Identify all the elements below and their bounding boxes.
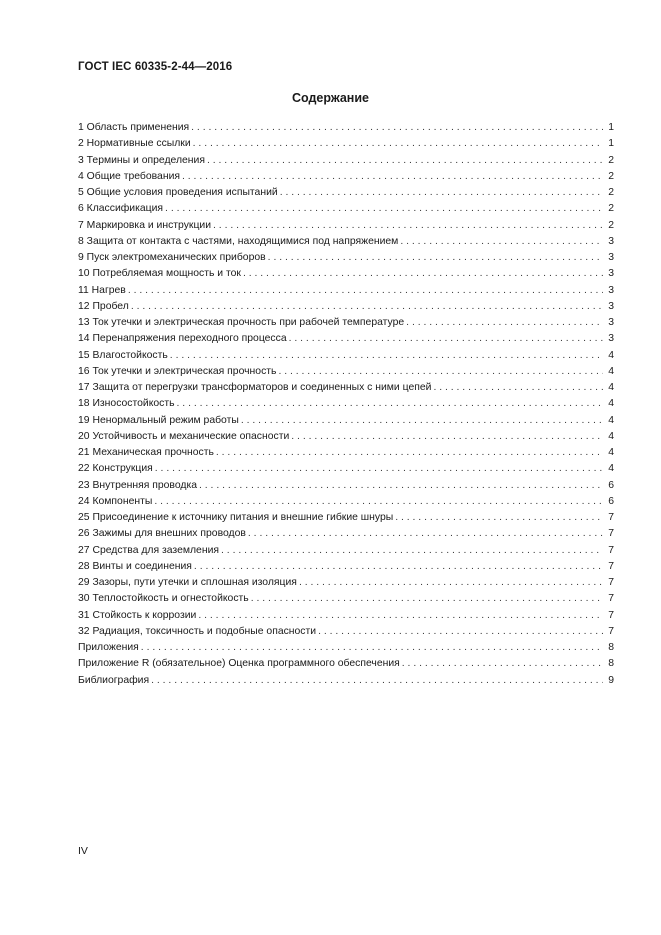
toc-dot-leader (213, 218, 603, 234)
toc-dot-leader (400, 234, 603, 250)
toc-dot-leader (402, 656, 603, 672)
document-code: ГОСТ IEC 60335-2-44—2016 (78, 61, 233, 73)
toc-dot-leader (280, 185, 603, 201)
toc-dot-leader (243, 266, 603, 282)
toc-entry-label: 25 Присоединение к источнику питания и внешние гибкие шнуры (78, 512, 394, 523)
toc-entry-label: 32 Радиация, токсичность и подобные опасности (78, 625, 317, 637)
toc-entry[interactable] (78, 640, 614, 656)
toc-entry[interactable] (78, 218, 614, 234)
toc-entry-page: 2 (608, 219, 614, 231)
toc-entry[interactable] (78, 169, 614, 185)
toc-entry[interactable] (78, 494, 614, 510)
toc-dot-leader (216, 445, 603, 461)
table-of-contents (78, 120, 614, 689)
toc-dot-leader (207, 153, 603, 169)
toc-entry-page: 2 (608, 187, 614, 198)
toc-entry-label: 8 Защита от контакта с частями, находящимися под напряжением (78, 235, 399, 247)
toc-dot-leader (194, 559, 603, 575)
toc-entry[interactable] (78, 624, 614, 640)
toc-entry[interactable] (78, 283, 614, 299)
toc-entry-label: 21 Механическая прочность (78, 447, 214, 458)
toc-entry-label: 19 Ненормальный режим работы (78, 414, 239, 426)
toc-entry-page: 3 (608, 235, 614, 247)
toc-dot-leader (165, 201, 603, 217)
toc-dot-leader (278, 364, 603, 380)
toc-entry-label: 23 Внутренняя проводка (78, 479, 197, 491)
toc-entry-label: Библиография (78, 674, 150, 686)
toc-entry[interactable] (78, 396, 614, 412)
toc-entry-label: 20 Устойчивость и механические опасности (78, 430, 290, 442)
page-number: IV (78, 845, 88, 857)
toc-entry-page: 4 (608, 447, 614, 458)
toc-entry-page: 3 (608, 300, 614, 312)
toc-entry-page: 4 (608, 382, 614, 393)
toc-entry-label: 24 Компоненты (78, 495, 153, 507)
toc-entry-page: 7 (608, 528, 614, 540)
toc-entry-page: 7 (608, 512, 614, 523)
toc-entry-page: 7 (608, 560, 614, 572)
toc-entry[interactable] (78, 348, 614, 364)
toc-entry[interactable] (78, 526, 614, 542)
toc-entry-label: 12 Пробел (78, 300, 129, 312)
toc-entry-page: 4 (608, 349, 614, 361)
toc-entry-page: 4 (608, 414, 614, 426)
toc-entry-label: 16 Ток утечки и электрическая прочность (78, 365, 277, 377)
toc-entry-page: 8 (608, 642, 614, 653)
toc-dot-leader (128, 283, 603, 299)
toc-entry-label: 27 Средства для заземления (78, 544, 220, 556)
toc-dot-leader (406, 315, 603, 331)
toc-dot-leader (395, 510, 603, 526)
toc-dot-leader (299, 575, 603, 591)
toc-entry[interactable] (78, 153, 614, 169)
toc-dot-leader (199, 478, 603, 494)
toc-entry-label: 5 Общие условия проведения испытаний (78, 187, 278, 198)
toc-entry[interactable] (78, 250, 614, 266)
toc-entry-label: 26 Зажимы для внешних проводов (78, 528, 246, 540)
toc-entry-page: 6 (608, 495, 614, 507)
toc-entry[interactable] (78, 478, 614, 494)
toc-entry[interactable] (78, 656, 614, 672)
toc-entry-label: Приложения (78, 642, 139, 653)
toc-entry-page: 3 (608, 284, 614, 296)
toc-entry-page: 3 (608, 252, 614, 263)
toc-entry-label: 15 Влагостойкость (78, 349, 168, 361)
toc-entry[interactable] (78, 299, 614, 315)
toc-entry-page: 2 (608, 154, 614, 166)
toc-entry-label: 2 Нормативные ссылки (78, 138, 191, 150)
toc-entry[interactable] (78, 120, 614, 136)
toc-entry-label: 4 Общие требования (78, 170, 180, 182)
toc-entry-label: 17 Защита от перегрузки трансформаторов и соединенных с ними цепей (78, 382, 432, 393)
toc-entry-page: 3 (608, 333, 614, 345)
toc-entry[interactable] (78, 413, 614, 429)
toc-entry-label: 30 Теплостойкость и огнестойкость (78, 593, 249, 605)
toc-dot-leader (170, 348, 603, 364)
toc-entry[interactable] (78, 185, 614, 201)
toc-dot-leader (131, 299, 603, 315)
toc-entry-page: 8 (608, 658, 614, 670)
toc-entry-label: 22 Конструкция (78, 463, 153, 475)
toc-entry-page: 3 (608, 317, 614, 328)
toc-entry[interactable] (78, 510, 614, 526)
toc-entry-label: 14 Перенапряжения переходного процесса (78, 333, 287, 345)
toc-entry-page: 1 (608, 122, 614, 133)
toc-entry-label: 18 Износостойкость (78, 398, 175, 410)
toc-dot-leader (251, 591, 603, 607)
toc-entry-label: 11 Нагрев (78, 284, 126, 296)
toc-entry[interactable] (78, 461, 614, 477)
toc-entry[interactable] (78, 136, 614, 152)
toc-entry[interactable] (78, 315, 614, 331)
toc-entry-label: 13 Ток утечки и электрическая прочность при рабочей температуре (78, 317, 405, 328)
toc-entry-page: 7 (608, 577, 614, 588)
toc-entry[interactable] (78, 608, 614, 624)
toc-entry[interactable] (78, 201, 614, 217)
toc-dot-leader (433, 380, 603, 396)
toc-entry-label: 31 Стойкость к коррозии (78, 609, 197, 621)
toc-entry-label: 9 Пуск электромеханических приборов (78, 252, 266, 263)
toc-entry-page: 4 (608, 463, 614, 475)
toc-dot-leader (318, 624, 603, 640)
toc-dot-leader (268, 250, 603, 266)
toc-entry-page: 3 (608, 268, 614, 280)
toc-entry[interactable] (78, 445, 614, 461)
toc-entry-page: 7 (608, 609, 614, 621)
toc-dot-leader (289, 331, 603, 347)
toc-entry-page: 1 (608, 138, 614, 150)
toc-entry[interactable] (78, 429, 614, 445)
toc-entry-page: 6 (608, 479, 614, 491)
toc-entry[interactable] (78, 559, 614, 575)
toc-entry[interactable] (78, 266, 614, 282)
toc-entry[interactable] (78, 364, 614, 380)
toc-dot-leader (141, 640, 603, 656)
toc-dot-leader (248, 526, 603, 542)
toc-dot-leader (155, 461, 603, 477)
toc-entry-page: 4 (608, 398, 614, 410)
toc-dot-leader (151, 673, 603, 689)
toc-dot-leader (191, 120, 603, 136)
toc-entry[interactable] (78, 331, 614, 347)
toc-entry[interactable] (78, 543, 614, 559)
toc-entry[interactable] (78, 591, 614, 607)
toc-dot-leader (241, 413, 603, 429)
toc-dot-leader (193, 136, 603, 152)
toc-entry-page: 7 (608, 625, 614, 637)
toc-dot-leader (198, 608, 603, 624)
toc-entry-page: 4 (608, 365, 614, 377)
toc-entry-page: 9 (608, 674, 614, 686)
toc-dot-leader (154, 494, 603, 510)
toc-entry-page: 2 (608, 170, 614, 182)
toc-entry[interactable] (78, 575, 614, 591)
toc-entry-page: 7 (608, 593, 614, 605)
toc-entry[interactable] (78, 673, 614, 689)
toc-entry-label: 6 Классификация (78, 203, 164, 215)
toc-entry-page: 4 (608, 430, 614, 442)
toc-entry[interactable] (78, 234, 614, 250)
toc-entry-label: 10 Потребляемая мощность и ток (78, 268, 241, 280)
toc-entry-label: 1 Область применения (78, 122, 190, 133)
toc-dot-leader (182, 169, 603, 185)
toc-entry-label: 29 Зазоры, пути утечки и сплошная изоляция (78, 577, 297, 588)
toc-entry-label: 3 Термины и определения (78, 154, 205, 166)
toc-entry-page: 2 (608, 203, 614, 215)
toc-entry-label: 28 Винты и соединения (78, 560, 192, 572)
toc-entry-label: Приложение R (обязательное) Оценка программного обеспечения (78, 658, 400, 670)
toc-dot-leader (221, 543, 603, 559)
toc-dot-leader (291, 429, 603, 445)
toc-entry-label: 7 Маркировка и инструкции (78, 219, 212, 231)
toc-entry[interactable] (78, 380, 614, 396)
toc-title: Содержание (291, 91, 369, 105)
toc-dot-leader (177, 396, 603, 412)
toc-entry-page: 7 (608, 544, 614, 556)
